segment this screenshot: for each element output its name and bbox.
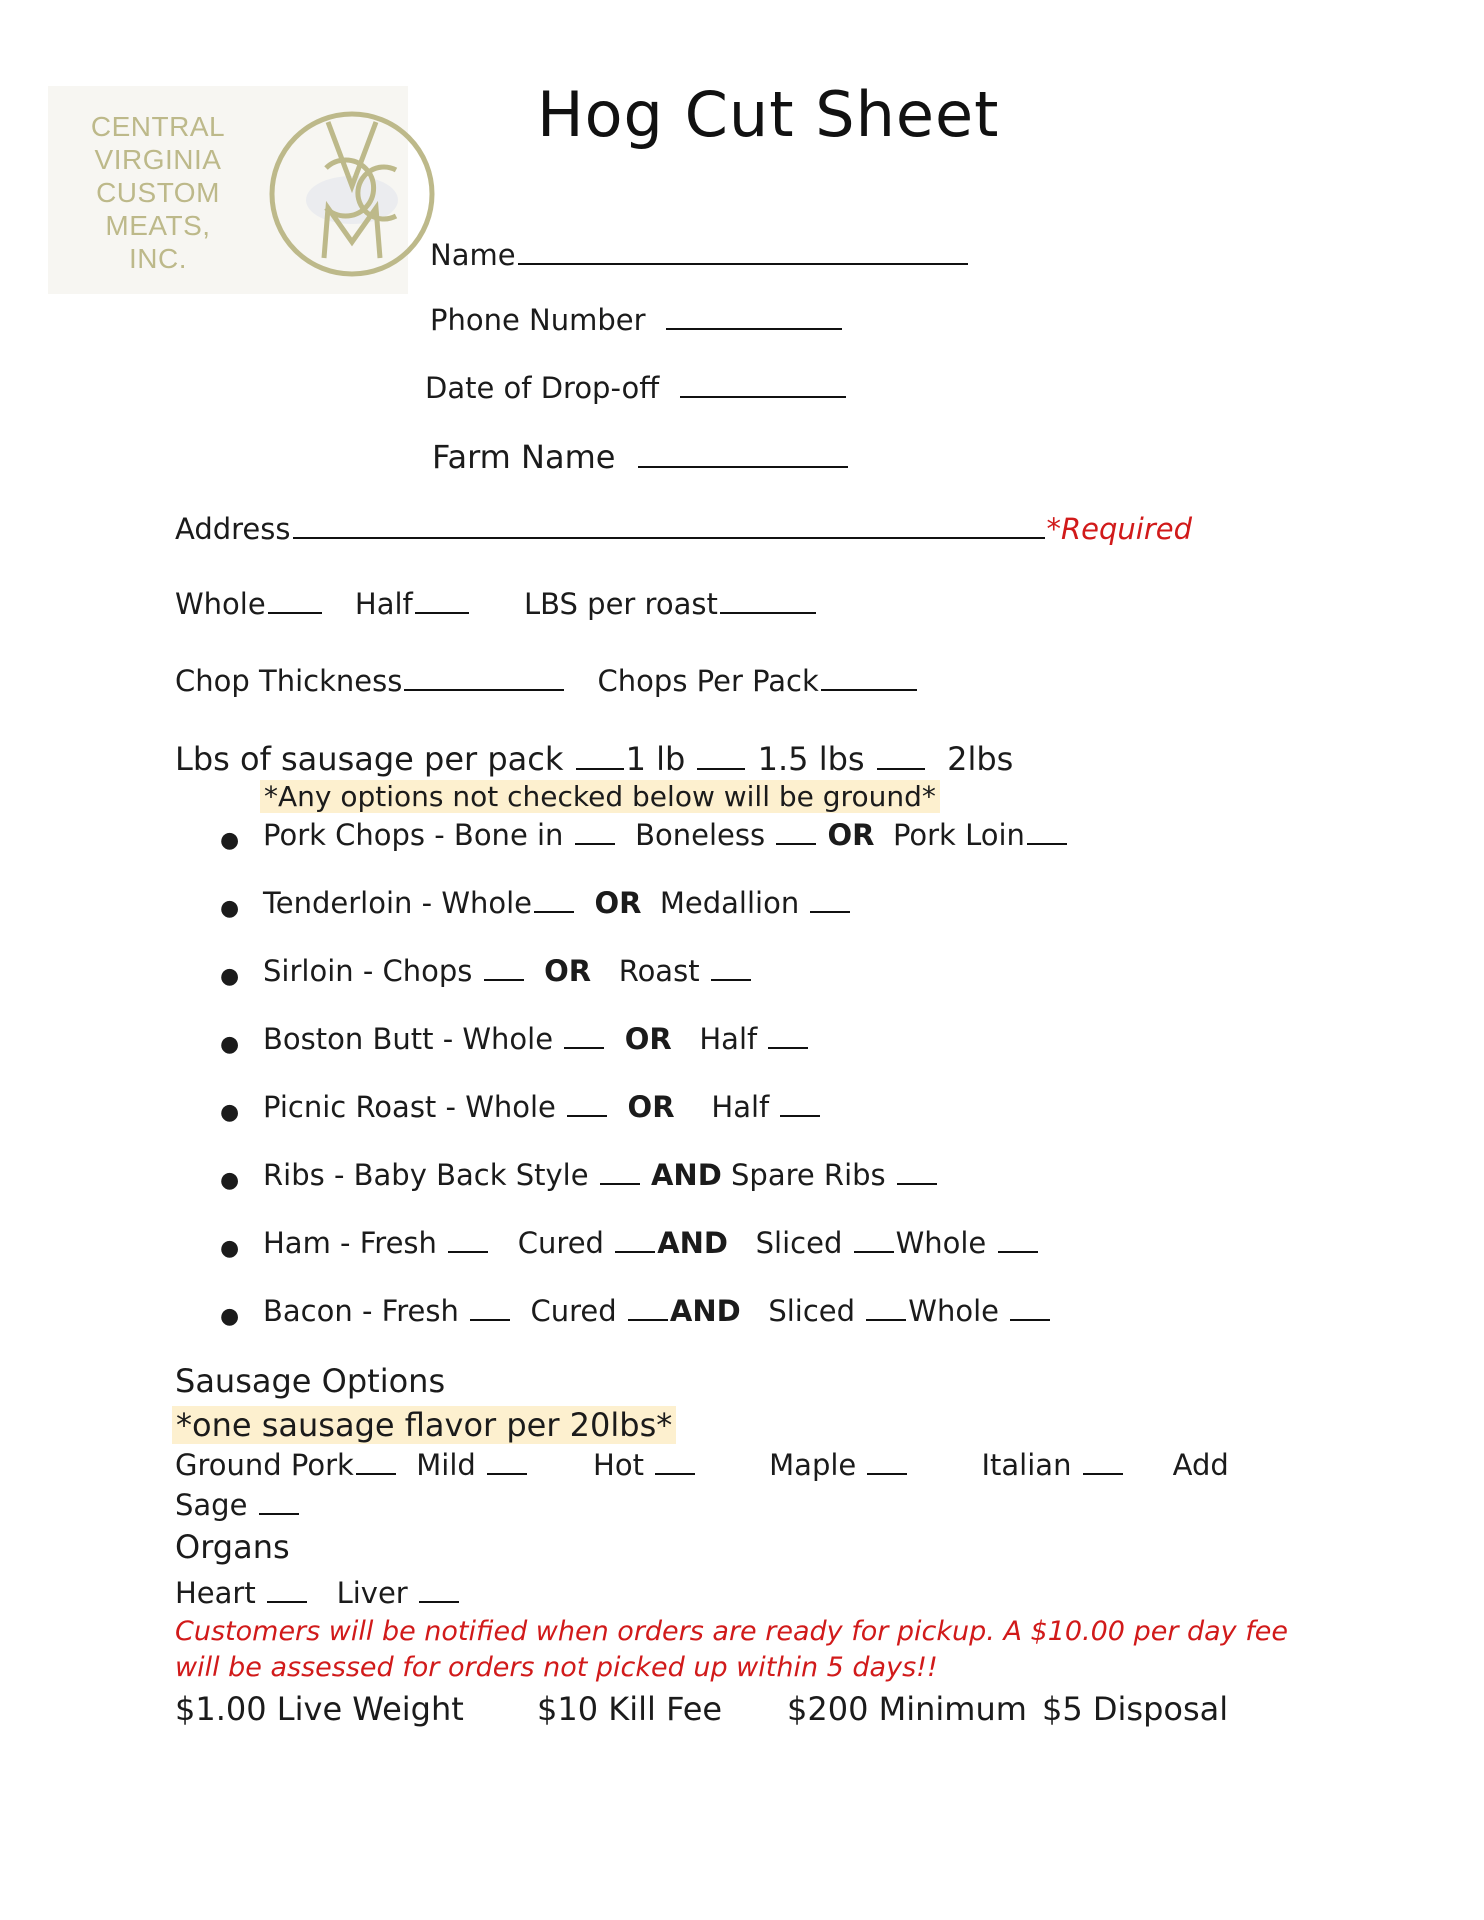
chop-thickness-line[interactable] [404,688,564,691]
bacon-sliced-line[interactable] [866,1318,906,1321]
medallion-line[interactable] [810,910,850,913]
list-item: Tenderloin - Whole OR Medallion [263,886,852,920]
list-item: Ham - Fresh Cured AND Sliced Whole [263,1226,1040,1260]
boston-half-line[interactable] [768,1046,808,1049]
logo-text: CENTRAL VIRGINIA CUSTOM MEATS, INC. [90,111,226,274]
sage-line[interactable] [259,1512,299,1515]
mild-line[interactable] [487,1472,527,1475]
organs-heading: Organs [175,1528,290,1566]
whole-line[interactable] [268,611,322,614]
list-item: Bacon - Fresh Cured AND Sliced Whole [263,1294,1052,1328]
ground-pork-line[interactable] [356,1472,396,1475]
maple-line[interactable] [867,1472,907,1475]
ham-cured-line[interactable] [615,1250,655,1253]
fee-kill: $10 Kill Fee [537,1690,723,1728]
farm-name-field[interactable]: Farm Name [432,438,850,476]
farm-name-line[interactable] [638,465,848,468]
chop-row: Chop Thickness Chops Per Pack [175,664,919,698]
address-line[interactable] [293,536,1045,539]
bullet-icon: ● [220,964,240,989]
ham-sliced-line[interactable] [854,1250,894,1253]
cvcm-monogram-icon [266,108,438,280]
bacon-fresh-line[interactable] [470,1318,510,1321]
hot-line[interactable] [655,1472,695,1475]
sausage-note: *one sausage flavor per 20lbs* [172,1406,676,1444]
name-line[interactable] [518,262,968,265]
fee-disposal: $5 Disposal [1042,1690,1229,1728]
baby-back-line[interactable] [600,1182,640,1185]
italian-line[interactable] [1083,1472,1123,1475]
boston-whole-line[interactable] [564,1046,604,1049]
whole-half-row: Whole Half LBS per roast [175,587,818,621]
sausage-1-5lbs-line[interactable] [697,767,745,770]
sausage-pack-row: Lbs of sausage per pack 1 lb 1.5 lbs 2lbs [175,740,1014,778]
list-item: Boston Butt - Whole OR Half [263,1022,810,1056]
name-field[interactable]: Name [430,238,970,272]
picnic-half-line[interactable] [780,1114,820,1117]
ground-note: *Any options not checked below will be ground* [260,780,940,813]
pickup-notice-line1: Customers will be notified when orders are ready for pickup. A $10.00 per day fee [175,1616,1288,1647]
half-line[interactable] [415,611,469,614]
list-item: Sirloin - Chops OR Roast [263,954,753,988]
phone-line[interactable] [666,327,842,330]
drop-off-line[interactable] [680,395,846,398]
ham-fresh-line[interactable] [448,1250,488,1253]
spare-ribs-line[interactable] [897,1182,937,1185]
list-item: Ribs - Baby Back Style AND Spare Ribs [263,1158,939,1192]
drop-off-field[interactable]: Date of Drop-off [425,371,848,405]
pork-loin-line[interactable] [1027,842,1067,845]
liver-line[interactable] [419,1600,459,1603]
required-note: *Required [1046,512,1193,546]
sausage-flavor-row: Ground Pork Mild Hot Maple Italian Add [175,1448,1229,1482]
fee-live-weight: $1.00 Live Weight [175,1690,464,1728]
picnic-whole-line[interactable] [567,1114,607,1117]
sirloin-chops-line[interactable] [484,978,524,981]
bullet-icon: ● [220,1032,240,1057]
bullet-icon: ● [220,1304,240,1329]
list-item: Picnic Roast - Whole OR Half [263,1090,822,1124]
heart-line[interactable] [267,1600,307,1603]
lbs-per-roast-line[interactable] [720,611,816,614]
organs-row: Heart Liver [175,1576,461,1610]
boneless-line[interactable] [776,842,816,845]
list-item: Pork Chops - Bone in Boneless OR Pork Loin [263,818,1069,852]
tenderloin-whole-line[interactable] [534,910,574,913]
fee-minimum: $200 Minimum [787,1690,1027,1728]
bullet-icon: ● [220,1168,240,1193]
bullet-icon: ● [220,1100,240,1125]
bullet-icon: ● [220,896,240,921]
company-logo [48,86,408,294]
pickup-notice-line2: will be assessed for orders not picked up within 5 days!! [175,1652,938,1683]
bacon-cured-line[interactable] [628,1318,668,1321]
ham-whole-line[interactable] [998,1250,1038,1253]
sage-row: Sage [175,1488,301,1522]
phone-field[interactable]: Phone Number [430,303,844,337]
sirloin-roast-line[interactable] [711,978,751,981]
bullet-icon: ● [220,1236,240,1261]
address-field[interactable]: Address *Required [175,512,1193,546]
sausage-1lb-line[interactable] [576,767,624,770]
bacon-whole-line[interactable] [1010,1318,1050,1321]
sausage-heading: Sausage Options [175,1362,446,1400]
chops-per-pack-line[interactable] [821,688,917,691]
page-title: Hog Cut Sheet [537,78,1000,151]
bone-in-line[interactable] [575,842,615,845]
sausage-2lbs-line[interactable] [877,767,925,770]
bullet-icon: ● [220,828,240,853]
